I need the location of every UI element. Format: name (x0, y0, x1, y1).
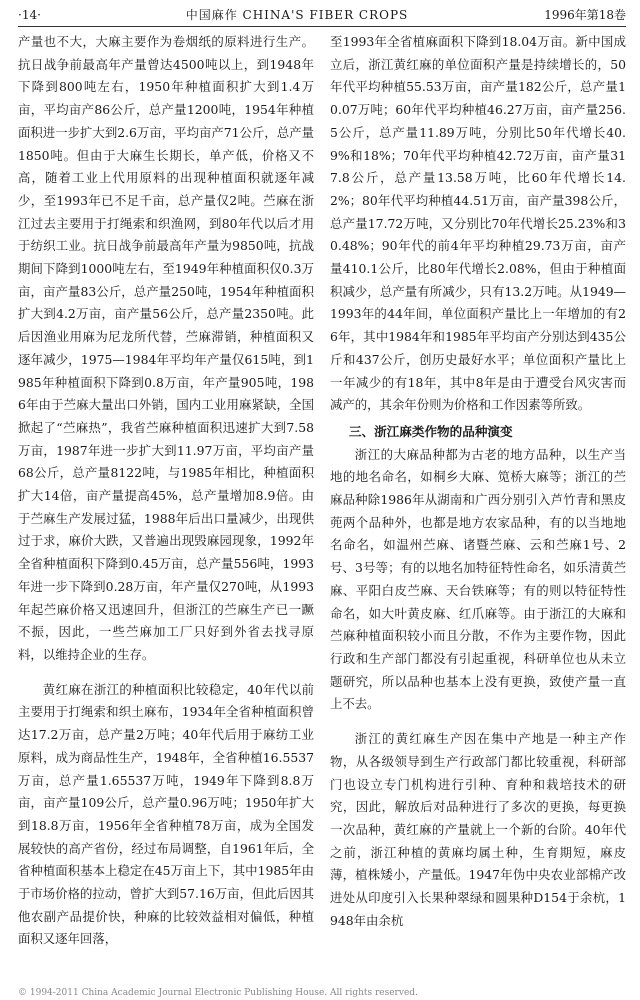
section-heading: 三、浙江麻类作物的品种演变 (348, 423, 513, 439)
page-header (18, 6, 626, 27)
copyright-footer: © 1994-2011 China Academic Journal Electronic Publishing House. All rights reserved. (18, 988, 418, 998)
issue-info: 1996年第18卷 (544, 8, 626, 22)
paragraph: 至1993年全省植麻面积下降到18.04万亩。新中国成立后，浙江黄红麻的单位面积产量是持续增长的，50年代平均种植55.53万亩，亩产量182公斤，总产量10.07万吨；60年代平均种植46.27万亩，亩产量256.5公斤，总产量11.89万吨，分别比50年代增长40.9%和18%；70年代平均种植42.72万亩，亩产量317.8公斤，总产量13.58万吨，比60年代增长14.2%；80年代平均种植44.51万亩，亩产量398公斤，总产量17.72万吨，又分别比70年代增长25.23%和30.48%；90年代的前4年平均种植29.73万亩，亩产量410.1公斤，比80年代增长2.08%，但由于种植面积减少，总产量有所减少，只有13.2万吨。从1949—1993年的44年间，单位面积产量比上一年增加的有26年，其中1984年和1985年平均亩产分别达到435公斤和437公斤，创历史最好水平；单位面积产量比上一年减少的有18年，其中8年是由于遭受台风灾害而减产的，其余年份则为价格和工作因素等所致。 (330, 34, 626, 413)
paragraph: 黄红麻在浙江的种植面积比较稳定，40年代以前主要用于打绳索和织土麻布，1934年全省种植面积曾达17.2万亩，总产量2万吨；40年代后用于麻纺工业原料，成为商品性生产，1948年，全省种植16.5537万亩，总产量1.65537万吨，1949年下降到8.8万亩，亩产量109公斤，总产量0.96万吨；1950年扩大到18.8万亩，1956年全省种植78万亩，成为全国发展较快的高产省份，经过布局调整，自1961年后，全省种植面积基本上稳定在45万亩上下，其中1985年由于市场价格的拉动，曾扩大到57.16万亩，但此后因其他农副产品提价快，种麻的比较效益相对偏低，种植面积又逐年回落， (18, 681, 314, 947)
paragraph: 浙江的黄红麻生产因在集中产地是一种主产作物，从各级领导到生产行政部门都比较重视，科研部门也设立专门机构进行引种、育种和栽培技术的研究，因此，解放后对品种进行了多次的更换，每更换一次品种，黄红麻的产量就上一个新的台阶。40年代之前，浙江种植的黄麻均属土种，生育期短，麻皮薄，植株矮小，产量低。1947年伪中央农业部棉产改进处从印度引入长果种翠绿和圆果种D154于余杭，1948年由余杭 (330, 731, 626, 928)
right-column (330, 31, 626, 1000)
left-column (18, 31, 314, 1000)
paragraph: 浙江的大麻品种都为古老的地方品种，以生产当地的地名命名，如桐乡大麻、笕桥大麻等；浙江的苎麻品种除1986年从湖南和广西分别引入芦竹青和黑皮蔸两个品种外，也都是地方农家品种，有的以当地地名命名，如温州苎麻、诸暨苎麻、云和苎麻1号、2号、3号等；有的以地名加特征特性命名，如乐清黄苎麻、平阳白皮苎麻、天台铁麻等；有的则以特征特性命名，如大叶黄皮麻、红爪麻等。由于浙江的大麻和苎麻种植面积较小而且分散，不作为主要作物，因此行政和生产部门都没有引起重视，科研单位也从未立题研究，所以品种也基本上没有更换，致使产量一直上不去。 (330, 446, 626, 712)
paragraph: 产量也不大，大麻主要作为卷烟纸的原料进行生产。抗日战争前最高年产量曾达4500吨以上，到1948年下降到800吨左右，1950年种植面积扩大到1.4万亩，平均亩产86公斤，总产量1200吨，1954年种植面积进一步扩大到2.6万亩，平均亩产71公斤，总产量1850吨。但由于大麻生长期长，单产低，价格又不高，随着工业上代用原料的出现种植面积就逐年减少，至1993年已不足千亩，总产量仅2吨。苎麻在浙江过去主要用于打绳索和织渔网，到80年代以后才用于纺织工业。抗日战争前最高年产量为9850吨，抗战期间下降到1000吨左右，至1949年种植面积仅0.3万亩，亩产量83公斤，总产量250吨，1954年种植面积扩大到4.2万亩，亩产量56公斤，总产量2350吨。此后因渔业用麻为尼龙所代替，苎麻滞销，种植面积又逐年减少，1975—1984年平均年产量仅615吨，到1985年种植面积下降到0.8万亩，年产量905吨，1986年由于苎麻大量出口外销，国内工业用麻紧缺，全国掀起了“苎麻热”，我省苎麻种植面积迅速扩大到7.58万亩，1987年进一步扩大到11.97万亩，平均亩产量68公斤，总产量8122吨，与1985年相比，种植面积扩大14倍，亩产量提高45%，总产量增加8.9倍。由于苎麻生产发展过猛，1988年后出口量减少，出现供过于求，麻价大跌，又普遍出现毁麻园现象，1992年全省种植面积下降到0.45万亩，总产量556吨，1993年进一步下降到0.28万亩，年产量仅270吨，从1993年起苎麻价格又迅速回升，但浙江的苎麻生产已一蹶不振，因此，一些苎麻加工厂只好到外省去找寻原料，以维持企业的生存。 (18, 34, 314, 662)
page-number: ·14· (18, 8, 41, 22)
journal-name: 中国麻作 CHINA'S FIBER CROPS (185, 8, 409, 22)
body-columns (18, 31, 626, 1000)
